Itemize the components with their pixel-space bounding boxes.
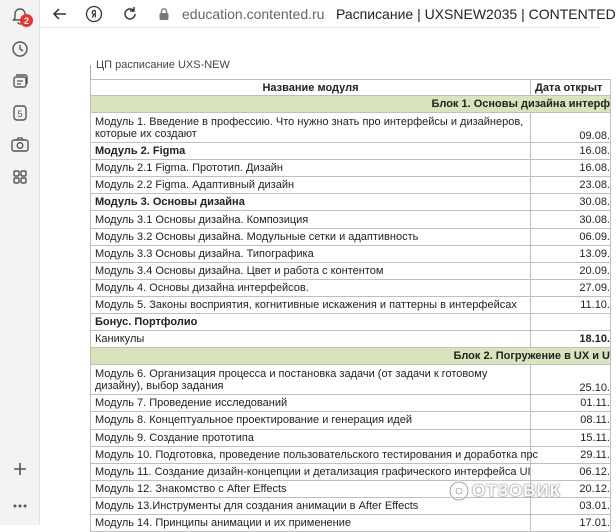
module-name: Модуль 3. Основы дизайна bbox=[91, 194, 531, 211]
module-name: Модуль 12. Знакомство с After Effects bbox=[91, 480, 531, 497]
document-viewport bbox=[40, 29, 610, 530]
module-date: 06.12. bbox=[531, 463, 611, 480]
table-row bbox=[91, 463, 611, 480]
module-date: 06.09. bbox=[531, 228, 611, 245]
table-row bbox=[91, 446, 611, 463]
page-title: Расписание | UXSNEW2035 | CONTENTED bbox=[336, 6, 616, 22]
yandex-logo-icon[interactable] bbox=[84, 4, 104, 24]
module-name: Модуль 6. Организация процесса и постановка задачи (от задачи к готовому дизайну), выбор задания bbox=[91, 365, 531, 395]
module-name: Бонус. Портфолио bbox=[91, 314, 531, 331]
schedule-sheet bbox=[90, 59, 610, 532]
browser-sidebar bbox=[0, 0, 40, 525]
table-row bbox=[91, 514, 611, 531]
module-name: Модуль 2. Figma bbox=[91, 143, 531, 160]
module-name: Модуль 1. Введение в профессию. Что нужно знать про интерфейсы и дизайнеров, которые их создают bbox=[91, 113, 531, 143]
module-name: Модуль 3.1 Основы дизайна. Композиция bbox=[91, 211, 531, 228]
block-1-row bbox=[91, 96, 611, 113]
module-date bbox=[531, 314, 611, 331]
module-name: Модуль 5. Законы восприятия, когнитивные искажения и паттерны в интерфейсах bbox=[91, 296, 531, 313]
module-date: 30.08. bbox=[531, 211, 611, 228]
collections-icon[interactable] bbox=[9, 70, 31, 92]
module-name: Модуль 2.2 Figma. Адаптивный дизайн bbox=[91, 177, 531, 194]
table-row bbox=[91, 262, 611, 279]
otzovik-watermark bbox=[448, 480, 561, 502]
module-name: Модуль 7. Проведение исследований bbox=[91, 395, 531, 412]
module-date: 29.11. bbox=[531, 446, 611, 463]
table-row bbox=[91, 113, 611, 143]
module-date: 27.09. bbox=[531, 279, 611, 296]
module-date: 20.09. bbox=[531, 262, 611, 279]
module-date: 08.11. bbox=[531, 412, 611, 429]
table-row bbox=[91, 160, 611, 177]
module-name: Модуль 10. Подготовка, проведение пользовательского тестирования и доработка прс bbox=[91, 446, 531, 463]
table-row bbox=[91, 194, 611, 211]
module-date: 18.10. bbox=[531, 331, 611, 348]
table-row bbox=[91, 296, 611, 313]
module-date: 03.01. bbox=[531, 497, 611, 514]
schedule-table bbox=[90, 79, 611, 532]
block-1-title: Блок 1. Основы дизайна интерф bbox=[91, 96, 611, 113]
table-row bbox=[91, 177, 611, 194]
module-date: 11.10. bbox=[531, 296, 611, 313]
module-date: 30.08. bbox=[531, 194, 611, 211]
lock-icon[interactable] bbox=[154, 4, 174, 24]
module-name: Модуль 4. Основы дизайна интерфейсов. bbox=[91, 279, 531, 296]
svg-text:5: 5 bbox=[17, 109, 23, 119]
module-date: 15.11. bbox=[531, 429, 611, 446]
header-open-date: Дата открыт bbox=[531, 80, 611, 96]
address-bar-url[interactable]: education.contented.ru bbox=[182, 6, 325, 22]
module-name: Модуль 3.3 Основы дизайна. Типографика bbox=[91, 245, 531, 262]
table-row bbox=[91, 365, 611, 395]
table-row bbox=[91, 211, 611, 228]
browser-toolbar bbox=[40, 0, 616, 28]
module-date: 01.11. bbox=[531, 395, 611, 412]
table-row bbox=[91, 279, 611, 296]
module-date: 16.08. bbox=[531, 143, 611, 160]
module-date: 17.01. bbox=[531, 514, 611, 531]
services-grid-icon[interactable] bbox=[9, 166, 31, 188]
table-row bbox=[91, 395, 611, 412]
block-2-title: Блок 2. Погружение в UX и U bbox=[91, 348, 611, 365]
more-icon[interactable] bbox=[9, 495, 31, 517]
module-name: Модуль 14. Принципы анимации и их применение bbox=[91, 514, 531, 531]
back-arrow-icon[interactable] bbox=[50, 4, 70, 24]
module-date: 20.12. bbox=[531, 480, 611, 497]
module-name: Модуль 9. Создание прототипа bbox=[91, 429, 531, 446]
table-header-row bbox=[91, 80, 611, 96]
table-row bbox=[91, 331, 611, 348]
table-row bbox=[91, 429, 611, 446]
sheet-title-cropped: ЦП расписание UXS-NEW bbox=[90, 65, 610, 79]
module-name: Модуль 11. Создание дизайн-концепции и детализация графического интерфейса UI bbox=[91, 463, 531, 480]
header-module-name: Название модуля bbox=[91, 80, 531, 96]
module-date: 23.08. bbox=[531, 177, 611, 194]
table-row bbox=[91, 412, 611, 429]
module-name: Модуль 3.4 Основы дизайна. Цвет и работа с контентом bbox=[91, 262, 531, 279]
block-2-row bbox=[91, 348, 611, 365]
history-icon[interactable] bbox=[9, 38, 31, 60]
module-date: 16.08. bbox=[531, 160, 611, 177]
notification-badge: 2 bbox=[20, 14, 33, 27]
module-name: Модуль 8. Концептуальное проектирование и генерация идей bbox=[91, 412, 531, 429]
module-name: Модуль 2.1 Figma. Прототип. Дизайн bbox=[91, 160, 531, 177]
watermark-text: ОТЗОВИК bbox=[472, 481, 562, 500]
table-row bbox=[91, 228, 611, 245]
watermark-logo-icon bbox=[448, 480, 470, 502]
table-row bbox=[91, 314, 611, 331]
module-name: Каникулы bbox=[91, 331, 531, 348]
screenshot-icon[interactable] bbox=[9, 134, 31, 156]
tabs-counter-icon[interactable] bbox=[9, 102, 31, 124]
table-row bbox=[91, 143, 611, 160]
module-name: Модуль 13.Инструменты для создания анимации в After Effects bbox=[91, 497, 531, 514]
table-row bbox=[91, 245, 611, 262]
add-icon[interactable] bbox=[9, 458, 31, 480]
reload-icon[interactable] bbox=[120, 4, 140, 24]
module-name: Модуль 3.2 Основы дизайна. Модульные сетки и адаптивность bbox=[91, 228, 531, 245]
module-date: 09.08. bbox=[531, 113, 611, 143]
module-date: 25.10. bbox=[531, 365, 611, 395]
module-date: 13.09. bbox=[531, 245, 611, 262]
